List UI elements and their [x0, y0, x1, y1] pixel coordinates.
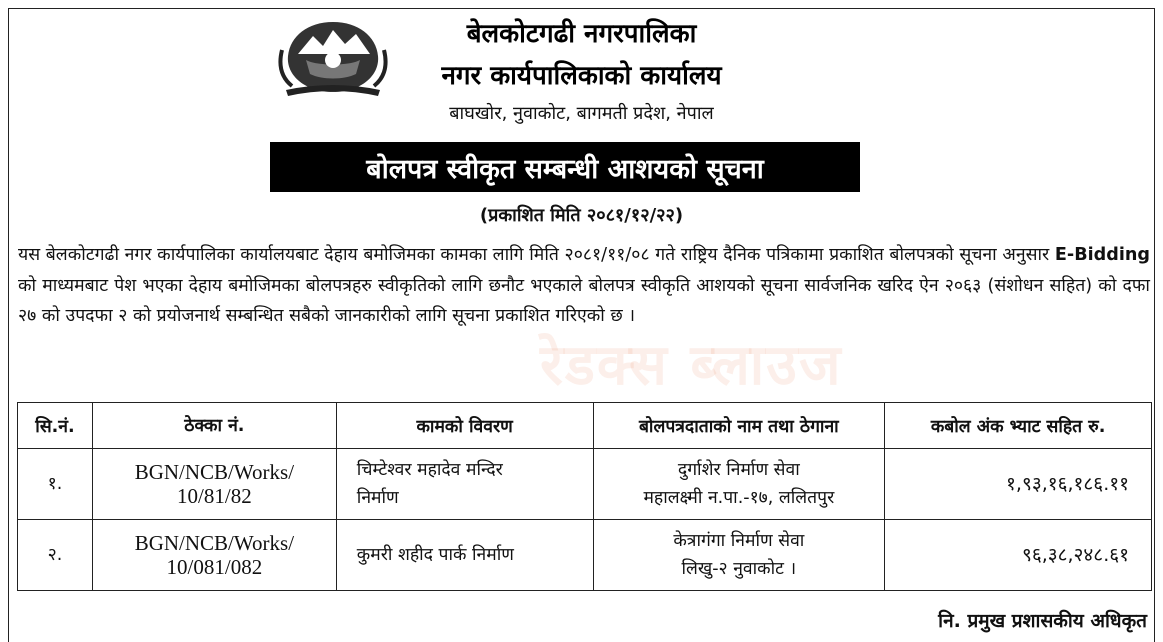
row-work-description: [336, 449, 593, 520]
header-amount: कबोल अंक भ्याट सहित रु.: [885, 403, 1152, 449]
header-bidder: बोलपत्रदाताको नाम तथा ठेगाना: [593, 403, 885, 449]
notice-header: [0, 0, 1163, 130]
notice-body-part1: यस बेलकोटगढी नगर कार्यपालिका कार्यालयबाट देहाय बमोजिमका कामका लागि मिति २०८१/११/०८ गते राष्ट्रिय दैनिक पत्रिकामा प्रकाशित बोलपत्रको सूचना अनुसार: [18, 245, 1055, 265]
row-work-description: [336, 520, 593, 591]
contract-no-line2: 10/81/82: [177, 484, 252, 508]
table-row: [18, 449, 1152, 520]
notice-body: [18, 240, 1150, 332]
work-line1: चिम्टेश्वर महादेव मन्दिर: [356, 460, 503, 480]
table-header-row: [18, 403, 1152, 449]
row-sn: २.: [18, 520, 93, 591]
row-amount: ९६,३८,२४८.६१: [885, 520, 1152, 591]
row-contract-no: [92, 449, 336, 520]
row-bidder: [593, 449, 885, 520]
office-address: बाघखोर, नुवाकोट, बागमती प्रदेश, नेपाल: [449, 103, 714, 124]
bidder-address: महालक्ष्मी न.पा.-१७, ललितपुर: [643, 488, 835, 508]
work-line2: निर्माण: [356, 488, 399, 508]
work-line1: कुमरी शहीद पार्क निर्माण: [356, 545, 514, 565]
contract-no-line2: 10/081/082: [166, 555, 263, 579]
bidder-name: दुर्गाशेर निर्माण सेवा: [677, 460, 800, 480]
contract-no-line1: BGN/NCB/Works/: [134, 460, 295, 484]
notice-title-text: बोलपत्र स्वीकृत सम्बन्धी आशयको सूचना: [366, 153, 764, 185]
contract-no-line1: BGN/NCB/Works/: [134, 531, 295, 555]
award-table: [17, 402, 1152, 591]
bidder-address: लिखु-२ नुवाकोट ।: [681, 559, 797, 579]
publication-date: (प्रकाशित मिति २०८१/१२/२२): [479, 205, 684, 226]
office-name: बेलकोटगढी नगरपालिका: [466, 19, 697, 49]
row-contract-no: [92, 520, 336, 591]
header-contract-no: ठेक्का नं.: [92, 403, 336, 449]
bidder-name: केत्रागंगा निर्माण सेवा: [673, 531, 805, 551]
header-work-description: कामको विवरण: [336, 403, 593, 449]
notice-body-part2: को माध्यमबाट पेश भएका देहाय बमोजिमका बोलपत्रहरु स्वीकृतिको लागि छनौट भएकाले बोलपत्र स्वीकृति आशयको सूचना सार्वजनिक खरिद ऐन २०६३ (संशोधन सहित) को दफा २७ को उपदफा २ को प्रयोजनार्थ सम्बन्धित सबैको जानकारीको लागि सूचना प्रकाशित गरिएको छ ।: [18, 275, 1150, 326]
e-bidding-text: E-Bidding: [1054, 245, 1150, 265]
signatory-title: नि. प्रमुख प्रशासकीय अधिकृत: [938, 610, 1147, 632]
row-bidder: [593, 520, 885, 591]
watermark: रेडक्स ब्लाउज: [540, 333, 843, 398]
notice-title: [270, 142, 860, 192]
header-sn: सि.नं.: [18, 403, 93, 449]
row-sn: १.: [18, 449, 93, 520]
office-subtitle: नगर कार्यपालिकाको कार्यालय: [441, 61, 722, 91]
table-row: [18, 520, 1152, 591]
row-amount: १,९३,१६,१८६.११: [885, 449, 1152, 520]
